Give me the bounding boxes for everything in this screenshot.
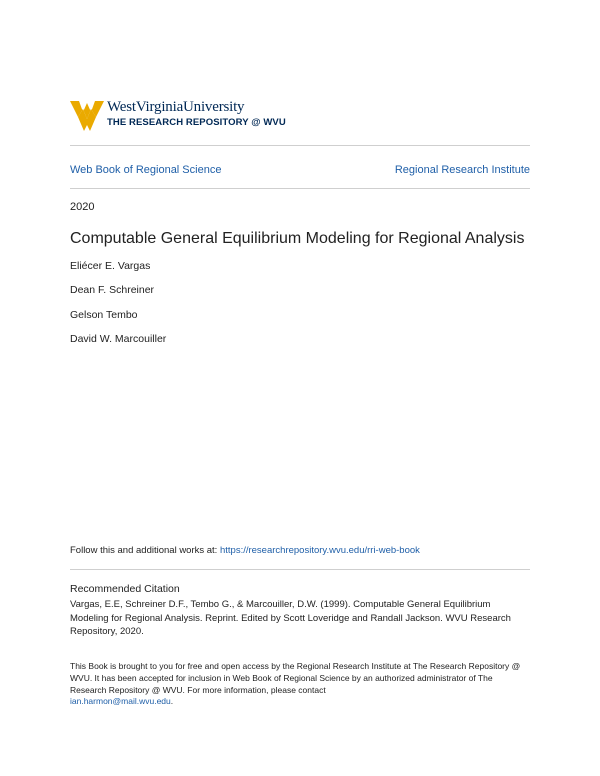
- author-name: Dean F. Schreiner: [70, 284, 155, 297]
- author-list: [70, 260, 166, 357]
- citation-heading: Recommended Citation: [70, 583, 180, 595]
- follow-prefix: Follow this and additional works at:: [70, 545, 220, 556]
- research-institute-link[interactable]: Regional Research Institute: [394, 164, 530, 176]
- repository-url-link[interactable]: https://researchrepository.wvu.edu/rri-web-book: [219, 545, 420, 556]
- follow-line: [70, 545, 420, 556]
- wvu-logo: [70, 97, 300, 137]
- document-title: Computable General Equilibrium Modeling for Regional Analysis: [70, 230, 525, 247]
- access-text: This Book is brought to you for free and open access by the Regional Research Institute at The Research Repository @ WVU. It has been accepted for inclusion in Web Book of Regional Science by an authorized administrator of The Research Repository @ WVU. For more information, please contact: [70, 661, 521, 695]
- web-book-link[interactable]: Web Book of Regional Science: [70, 164, 222, 176]
- citation-divider: [70, 569, 530, 570]
- logo-subtitle: THE RESEARCH REPOSITORY @ WVU: [107, 117, 286, 128]
- flying-wv-logo-icon: [70, 99, 104, 133]
- publication-year: 2020: [70, 201, 95, 213]
- author-name: Gelson Tembo: [70, 308, 138, 321]
- header-divider: [70, 145, 530, 146]
- author-name: David W. Marcouiller: [70, 332, 167, 345]
- author-name: Eliécer E. Vargas: [70, 260, 151, 272]
- contact-email-link[interactable]: ian.harmon@mail.wvu.edu: [70, 696, 171, 707]
- access-statement: [70, 661, 530, 708]
- series-divider: [70, 188, 530, 189]
- access-suffix: .: [170, 696, 174, 707]
- citation-text: Vargas, E.E, Schreiner D.F., Tembo G., & Marcouiller, D.W. (1999). Computable General Equilibrium Modeling for Regional Analysis. Reprint. Edited by Scott Loveridge and Randall Jackson. WVU Research Repository, 2020.: [70, 599, 511, 637]
- logo-title: WestVirginiaUniversity: [107, 99, 245, 115]
